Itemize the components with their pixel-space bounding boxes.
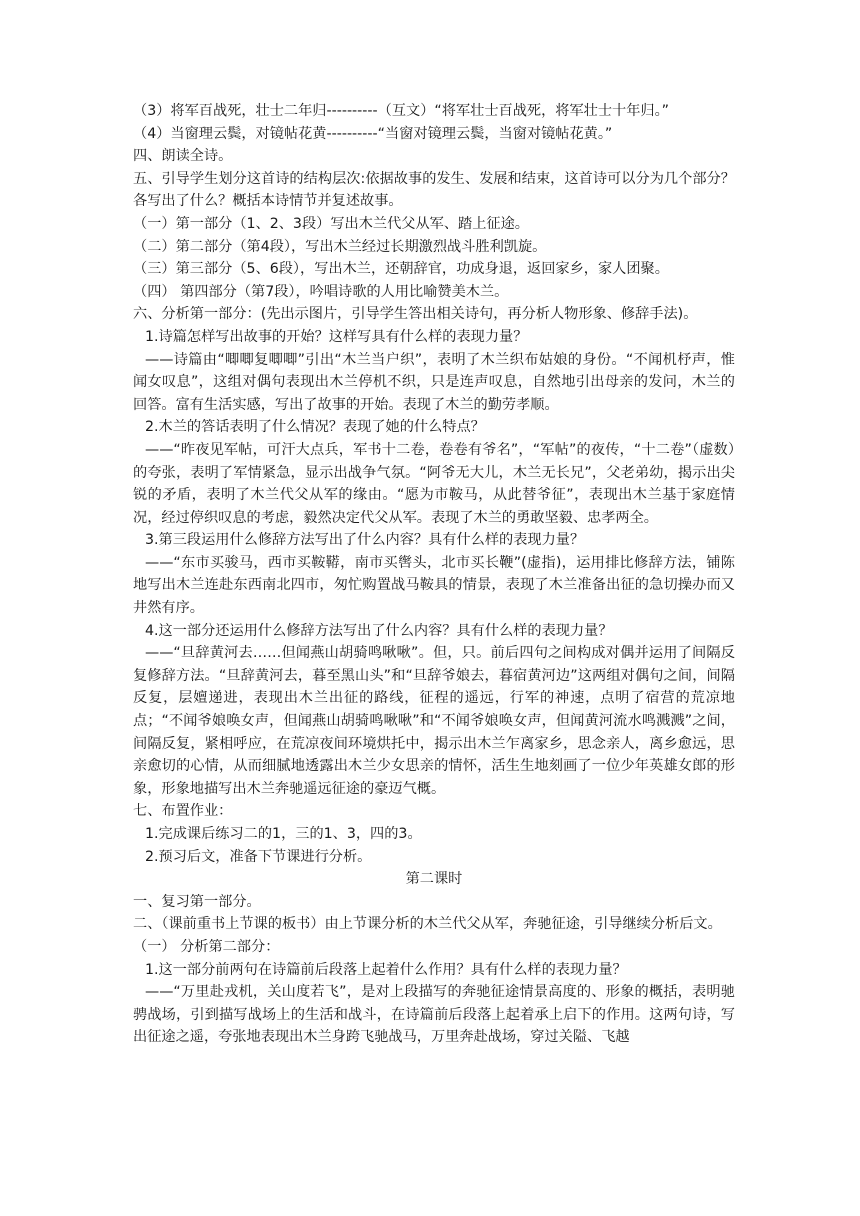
document-paragraph: （一）第一部分（1、2、3段）写出木兰代父从军、踏上征途。 xyxy=(133,215,529,232)
document-paragraph: 二、（课前重书上节课的板书）由上节课分析的木兰代父从军，奔驰征途，引导继续分析后文。 xyxy=(133,916,722,933)
document-paragraph: （四） 第四部分（第7段），吟唱诗歌的人用比喻赞美木兰。 xyxy=(133,283,509,300)
document-body xyxy=(133,100,735,1049)
section-heading: 第二课时 xyxy=(405,871,463,888)
document-paragraph: 1.这一部分前两句在诗篇前后段落上起着什么作用？具有什么样的表现力量？ xyxy=(145,961,627,978)
document-paragraph: （二）第二部分（第4段），写出木兰经过长期激烈战斗胜利凯旋。 xyxy=(133,238,547,255)
document-paragraph: 4.这一部分还运用什么修辞方法写出了什么内容？具有什么样的表现力量？ xyxy=(145,622,613,639)
document-paragraph: ——“旦辞黄河去……但闻燕山胡骑鸣啾啾”。但，只。前后四句之间构成对偶并运用了间隔反复修辞方法。“旦辞黄河去，暮至黑山头”和“旦辞爷娘去，暮宿黄河边”这两组对偶句之间，间隔反复，层嬗递进，表现出木兰出征的路线，征程的遥远，行军的神速，点明了宿营的荒凉地点；“不闻爷娘唤女声，但闻燕山胡骑鸣啾啾”和“不闻爷娘唤女声，但闻黄河流水鸣溅溅”之间，间隔反复，紧相呼应，在荒凉夜间环境烘托中，揭示出木兰乍离家乡，思念亲人，离乡愈远，思亲愈切的心情，从而细腻地透露出木兰少女思亲的情怀，活生生地刻画了一位少年英雄女郎的形象，形象地描写出木兰奔驰遥远征途的豪迈气概。 xyxy=(133,645,735,797)
document-paragraph: 四、朗读全诗。 xyxy=(133,148,233,165)
document-paragraph: 六、分析第一部分：(先出示图片，引导学生答出相关诗句，再分析人物形象、修辞手法)。 xyxy=(133,306,698,323)
document-paragraph: 五、引导学生划分这首诗的结构层次:依据故事的发生、发展和结束，这首诗可以分为几个部分？各写出了什么？概括本诗情节并复述故事。 xyxy=(133,170,735,210)
document-paragraph: 一、复习第一部分。 xyxy=(133,893,261,910)
document-paragraph: ——诗篇由“唧唧复唧唧”引出“木兰当户织”，表明了木兰织布姑娘的身份。“不闻机杼声，惟闻女叹息”，这组对偶句表现出木兰停机不织，只是连声叹息，自然地引出母亲的发问，木兰的回答。富有生活实感，写出了故事的开始。表现了木兰的勤劳孝顺。 xyxy=(133,351,735,413)
document-paragraph: （3）将军百战死，壮士二年归----------（互文）“将军壮士百战死，将军壮士十年归。” xyxy=(133,103,670,119)
document-paragraph: 2.预习后文，准备下节课进行分析。 xyxy=(145,848,372,865)
document-paragraph: 3.第三段运用什么修辞方法写出了什么内容？具有什么样的表现力量？ xyxy=(145,532,585,549)
document-paragraph: （一） 分析第二部分： xyxy=(133,938,280,955)
document-paragraph: 1.完成课后练习二的1，三的1、3，四的3。 xyxy=(145,826,422,842)
document-paragraph: ——“东市买骏马，西市买鞍鞯，南市买辔头，北市买长鞭”(虚指)，运用排比修辞方法，铺陈地写出木兰连赴东西南北四市，匆忙购置战马鞍具的情景，表现了木兰准备出征的急切操办而又井然有序。 xyxy=(133,554,735,617)
document-paragraph: （4）当窗理云鬓，对镜帖花黄----------“当窗对镜理云鬓，当窗对镜帖花黄。” xyxy=(133,125,613,142)
document-paragraph: 七、布置作业： xyxy=(133,803,233,820)
document-paragraph: 1.诗篇怎样写出故事的开始？这样写具有什么样的表现力量？ xyxy=(145,328,528,345)
document-paragraph: （三）第三部分（5、6段），写出木兰，还朝辞官，功成身退，返回家乡，家人团聚。 xyxy=(133,261,669,278)
document-paragraph: 2.木兰的答话表明了什么情况？表现了她的什么特点？ xyxy=(145,419,485,436)
document-paragraph: ——“万里赴戎机，关山度若飞”，是对上段描写的奔驰征途情景高度的、形象的概括，表明驰骋战场，引到描写战场上的生活和战斗，在诗篇前后段落上起着承上启下的作用。这两句诗，写出征途之遥，夸张地表现出木兰身跨飞驰战马，万里奔赴战场，穿过关隘、飞越 xyxy=(133,984,735,1046)
document-paragraph: ——“昨夜见军帖，可汗大点兵，军书十二卷，卷卷有爷名”，“军帖”的夜传，“十二卷”（虚数）的夸张，表明了军情紧急，显示出战争气氛。“阿爷无大儿，木兰无长兄”，父老弟幼，揭示出尖锐的矛盾，表明了木兰代父从军的缘由。“愿为市鞍马，从此替爷征”，表现出木兰基于家庭情况，经过停织叹息的考虑，毅然决定代父从军。表现了木兰的勇敢坚毅、忠孝两全。 xyxy=(133,441,735,526)
